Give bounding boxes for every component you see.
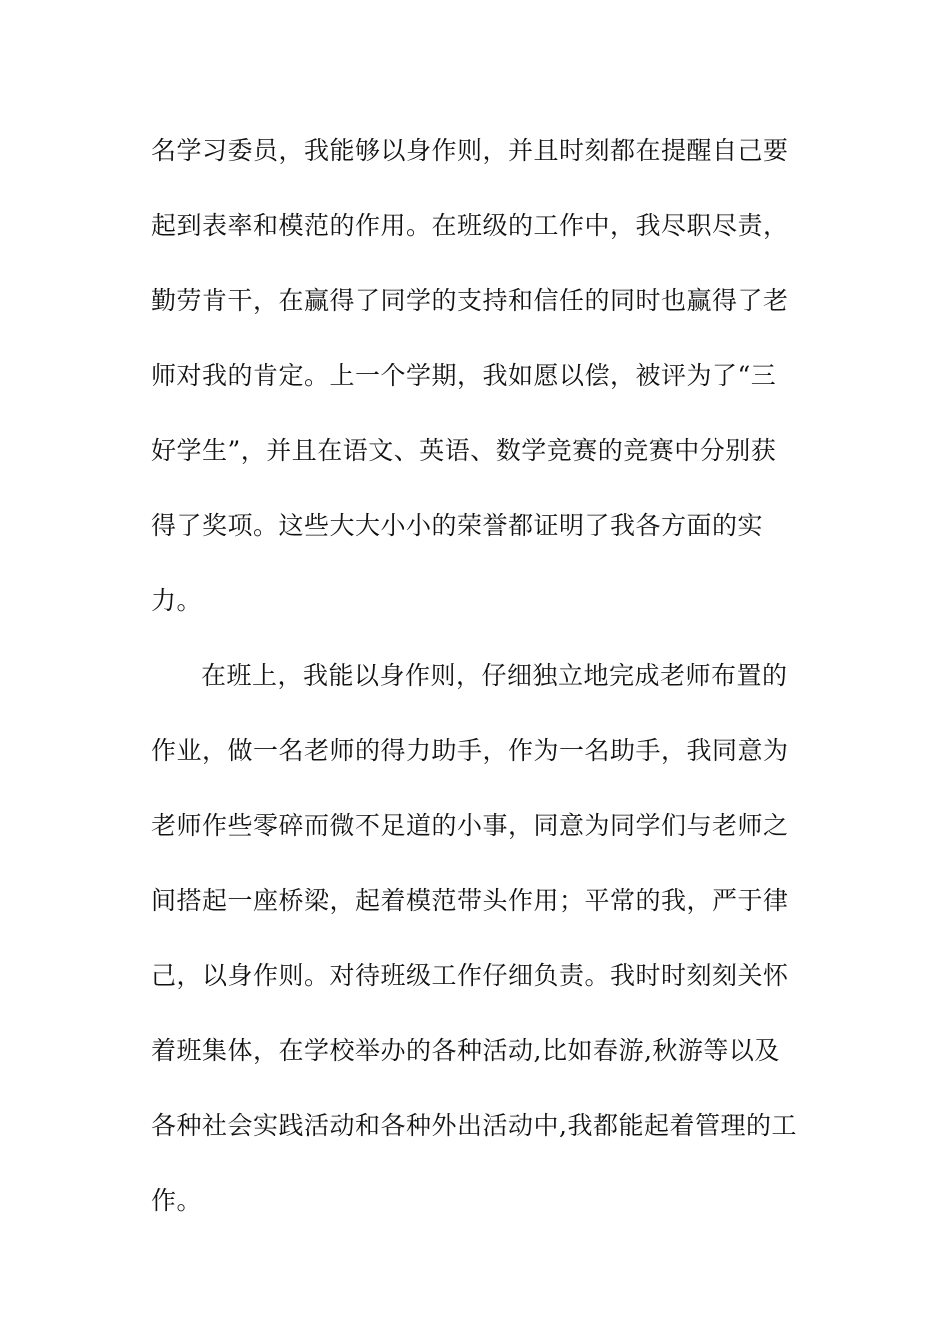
paragraph-line: 名学习委员，我能够以身作则，并且时刻都在提醒自己要 — [151, 136, 789, 165]
paragraph-line: 作。 — [151, 1186, 203, 1215]
paragraph-line: 力。 — [151, 586, 203, 615]
paragraph-line: 好学生”，并且在语文、英语、数学竞赛的竞赛中分别获 — [151, 436, 777, 465]
paragraph-line: 作业，做一名老师的得力助手，作为一名助手，我同意为 — [151, 736, 789, 765]
paragraph-1 — [151, 130, 811, 655]
paragraph-line: 老师作些零碎而微不足道的小事，同意为同学们与老师之 — [151, 811, 789, 840]
paragraph-line: 己，以身作则。对待班级工作仔细负责。我时时刻刻关怀 — [151, 961, 789, 990]
paragraph-line: 得了奖项。这些大大小小的荣誉都证明了我各方面的实 — [151, 511, 764, 540]
paragraph-line: 间搭起一座桥梁，起着模范带头作用；平常的我，严于律 — [151, 886, 789, 915]
paragraph-2 — [151, 655, 811, 1255]
paragraph-line: 勤劳肯干，在赢得了同学的支持和信任的同时也赢得了老 — [151, 286, 789, 315]
paragraph-line: 在班上，我能以身作则，仔细独立地完成老师布置的 — [201, 661, 788, 690]
paragraph-line: 师对我的肯定。上一个学期，我如愿以偿，被评为了“三 — [151, 361, 777, 390]
paragraph-line: 着班集体，在学校举办的各种活动,比如春游,秋游等以及 — [151, 1036, 780, 1065]
paragraph-line: 各种社会实践活动和各种外出活动中,我都能起着管理的工 — [151, 1111, 797, 1140]
paragraph-line: 起到表率和模范的作用。在班级的工作中，我尽职尽责， — [151, 211, 789, 240]
